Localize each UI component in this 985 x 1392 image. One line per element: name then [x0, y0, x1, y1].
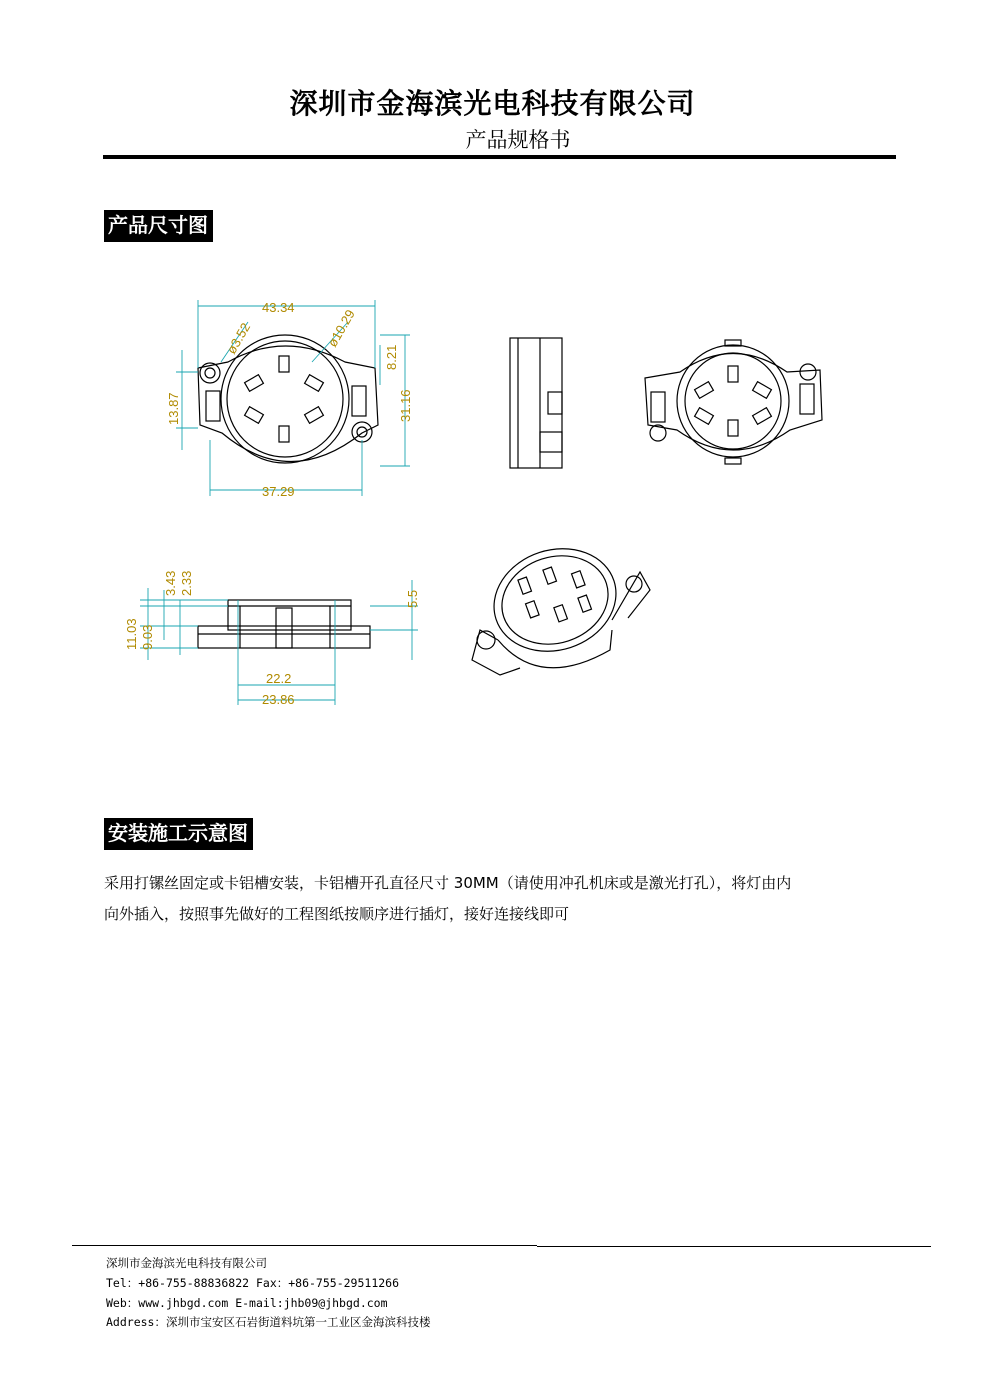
document-title: 产品规格书: [465, 128, 571, 152]
dim-width-22-2: 22.2: [266, 671, 292, 686]
installation-line-2: 向外插入，按照事先做好的工程图纸按顺序进行插灯，接好连接线即可: [104, 905, 570, 923]
dim-side-9-03: 9.03: [140, 624, 155, 650]
section-heading-dimensions: 产品尺寸图: [104, 210, 213, 242]
bottom-view: [645, 340, 822, 464]
dim-side-5-5: 5.5: [405, 589, 420, 608]
footer-address: Address：深圳市宝安区石岩街道料坑第一工业区金海滨科技楼: [106, 1315, 431, 1329]
dim-side-2-33: 2.33: [179, 570, 194, 596]
section-heading-installation: 安装施工示意图: [104, 818, 253, 850]
dim-side-3-43: 3.43: [163, 570, 178, 596]
dim-side-11-03: 11.03: [124, 618, 139, 650]
product-dimension-drawing: [0, 280, 985, 720]
header-rule: [103, 155, 896, 159]
dim-lens-dia: ø10.29: [324, 306, 358, 350]
dim-width-37-29: 37.29: [262, 484, 295, 499]
dim-hole-dia: ø3.52: [223, 320, 254, 357]
installation-instructions: [104, 868, 904, 930]
footer-company: 深圳市金海滨光电科技有限公司: [106, 1256, 267, 1270]
footer-phone: Tel：+86-755-88836822 Fax：+86-755-29511266: [106, 1276, 400, 1290]
dim-height-31-16: 31.16: [398, 389, 413, 422]
top-view: [198, 335, 378, 463]
dim-overall-width: 43.34: [262, 300, 295, 315]
installation-line-1: 采用打镙丝固定或卡铝槽安装，卡铝槽开孔直径尺寸 30MM（请使用冲孔机床或是激光打孔），将灯由内: [104, 874, 792, 892]
footer-rule-right: [537, 1246, 931, 1247]
footer-web: Web：www.jhbgd.com E-mail:jhb09@jhbgd.com: [106, 1296, 388, 1310]
dim-height-8-21: 8.21: [384, 344, 399, 370]
front-view: [198, 600, 370, 648]
footer-rule-left: [72, 1245, 537, 1246]
side-view: [510, 338, 562, 468]
dim-height-13-87: 13.87: [166, 392, 181, 425]
company-title: 深圳市金海滨光电科技有限公司: [289, 87, 696, 120]
isometric-view: [472, 533, 650, 675]
dim-width-23-86: 23.86: [262, 692, 295, 707]
